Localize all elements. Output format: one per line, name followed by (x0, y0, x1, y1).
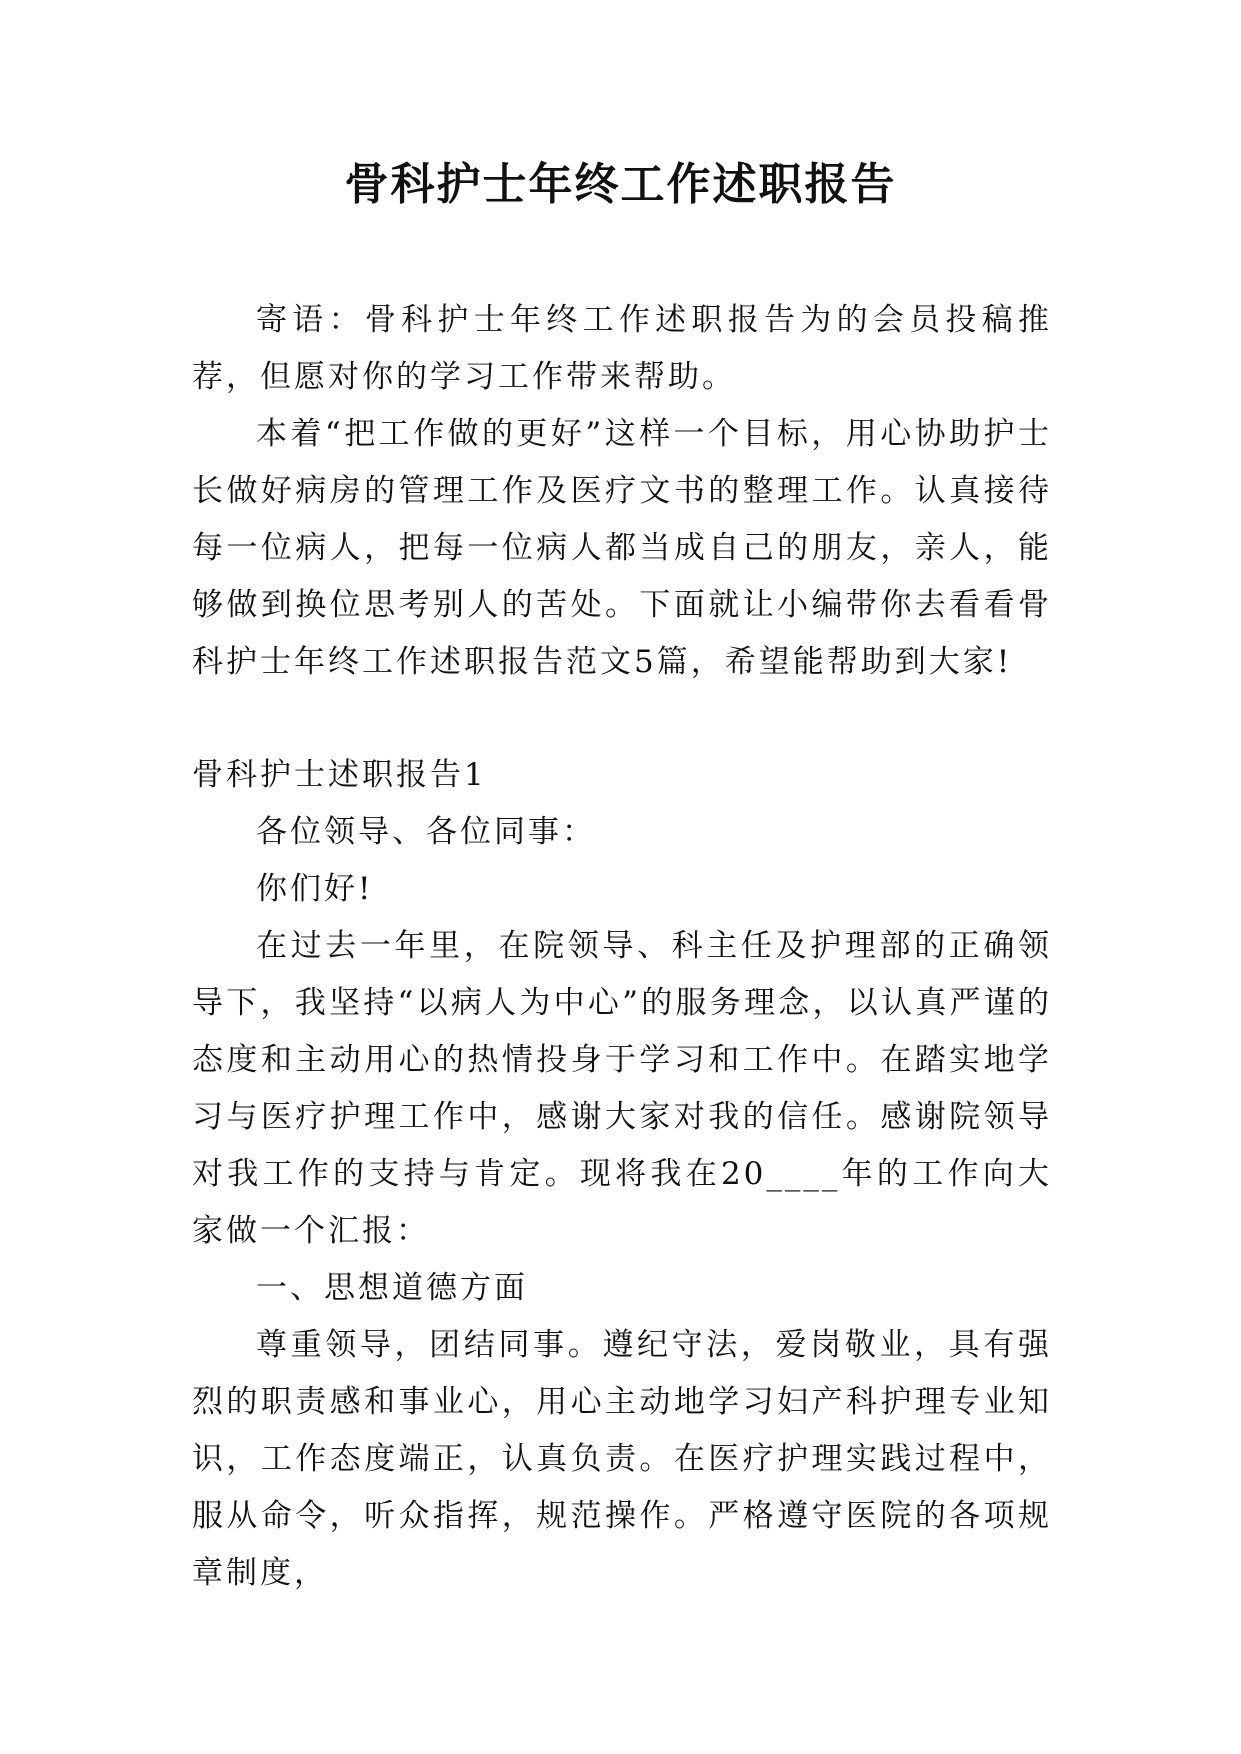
document-title: 骨科护士年终工作述职报告 (344, 159, 897, 210)
body-paragraph: 在过去一年里，在院领导、科主任及护理部的正确领导下，我坚持“以病人为中心”的服务理念，以认真严谨的态度和主动用心的热情投身于学习和工作中。在踏实地学习与医疗护理工作中，感谢大家对我的信任。感谢院领导对我工作的支持与肯定。现将我在20____年的工作向大家做一个汇报： (192, 928, 1052, 1249)
intro-paragraph: 本着“把工作做的更好”这样一个目标，用心协助护士长做好病房的管理工作及医疗文书的整理工作。认真接待每一位病人，把每一位病人都当成自己的朋友，亲人，能够做到换位思考别人的苦处。下面就让小编带你去看看骨科护士年终工作述职报告范文5篇，希望能帮助到大家! (192, 416, 1052, 680)
salutation: 各位领导、各位同事： (256, 814, 596, 850)
section-heading: 一、思想道德方面 (256, 1270, 528, 1306)
report-heading: 骨科护士述职报告1 (192, 757, 487, 793)
document-body (192, 292, 1052, 1602)
foreword-paragraph: 寄语：骨科护士年终工作述职报告为的会员投稿推荐，但愿对你的学习工作带来帮助。 (192, 302, 1052, 395)
greeting: 你们好! (256, 871, 374, 907)
body-paragraph: 尊重领导，团结同事。遵纪守法，爱岗敬业，具有强烈的职责感和事业心，用心主动地学习妇产科护理专业知识，工作态度端正，认真负责。在医疗护理实践过程中，服从命令，听众指挥，规范操作。严格遵守医院的各项规章制度， (192, 1327, 1052, 1591)
